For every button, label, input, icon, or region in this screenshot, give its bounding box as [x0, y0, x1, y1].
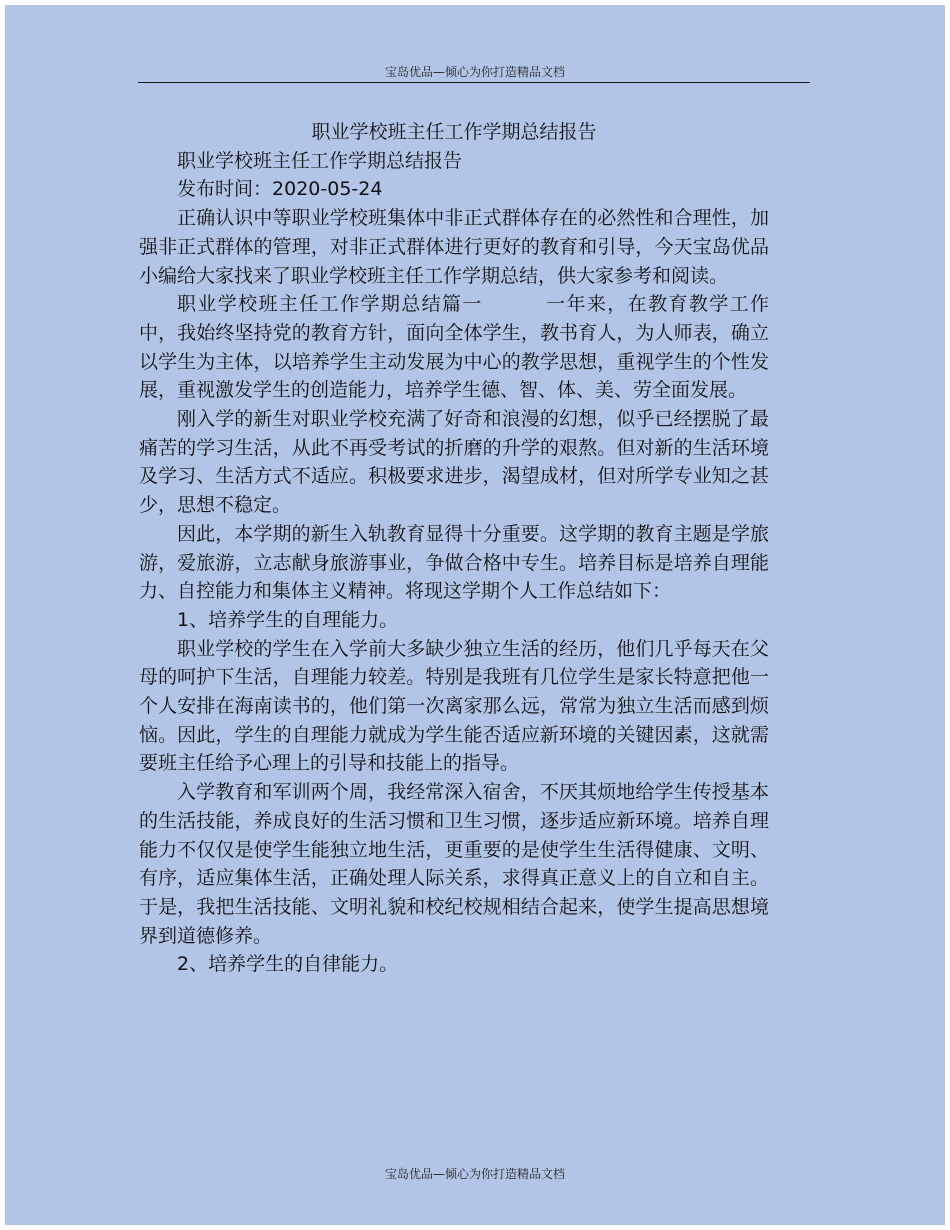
paragraph-new-students: 刚入学的新生对职业学校充满了好奇和浪漫的幻想，似乎已经摆脱了最痛苦的学习生活，从此不再受考试的折磨的升学的艰熬。但对新的生活环境及学习、生活方式不适应。积极要求进步，渴望成材，但对所学专业知之甚少，思想不稳定。 — [139, 408, 769, 517]
document-body — [139, 118, 769, 979]
header-divider — [138, 82, 810, 83]
page-header: 宝岛优品—倾心为你打造精品文档 — [384, 65, 565, 79]
publish-line — [139, 175, 769, 204]
document-title: 职业学校班主任工作学期总结报告 — [311, 121, 597, 143]
paragraph-self-care: 职业学校的学生在入学前大多缺少独立生活的经历，他们几乎每天在父母的呵护下生活，自理能力较差。特别是我班有几位学生是家长特意把他一个人安排在海南读书的，他们第一次离家那么远，常常为独立生活而感到烦恼。因此，学生的自理能力就成为学生能否适应新环境的关键因素，这就需要班主任给予心理上的引导和技能上的指导。 — [139, 637, 769, 775]
page-footer: 宝岛优品—倾心为你打造精品文档 — [384, 1167, 565, 1181]
paragraph-military-training: 入学教育和军训两个周，我经常深入宿舍，不厌其烦地给学生传授基本的生活技能，养成良好的生活习惯和卫生习惯，逐步适应新环境。培养自理能力不仅仅是使学生能独立地生活，更重要的是使学生生活得健康、文明、有序，适应集体生活，正确处理人际关系，求得真正意义上的自立和自主。于是，我把生活技能、文明礼貌和校纪校规相结合起来，使学生提高思想境界到道德修养。 — [139, 781, 769, 947]
paragraph-intro: 正确认识中等职业学校班集体中非正式群体存在的必然性和合理性，加强非正式群体的管理，对非正式群体进行更好的教育和引导，今天宝岛优品小编给大家找来了职业学校班主任工作学期总结，供大家参考和阅读。 — [139, 207, 769, 287]
section-heading: 职业学校班主任工作学期总结篇一 — [177, 293, 483, 316]
paragraph-section-one — [139, 290, 769, 405]
section-one-text: 一年来，在教育教学工作中，我始终坚持党的教育方针，面向全体学生，教书育人，为人师表，确立以学生为主体，以培养学生主动发展为中心的教学思想，重视学生的个性发展，重视激发学生的创造能力，培养学生德、智、体、美、劳全面发展。 — [139, 293, 769, 402]
document-page — [5, 5, 945, 1225]
document-subtitle: 职业学校班主任工作学期总结报告 — [177, 149, 463, 172]
item-heading-1: 1、培养学生的自理能力。 — [177, 608, 399, 631]
item-heading-2: 2、培养学生的自律能力。 — [177, 953, 399, 976]
publish-date: 2020-05-24 — [272, 178, 383, 201]
paragraph-education-theme: 因此，本学期的新生入轨教育显得十分重要。这学期的教育主题是学旅游，爱旅游，立志献身旅游事业，争做合格中专生。培养目标是培养自理能力、自控能力和集体主义精神。将现这学期个人工作总结如下： — [139, 522, 769, 603]
publish-label: 发布时间： — [177, 178, 273, 201]
